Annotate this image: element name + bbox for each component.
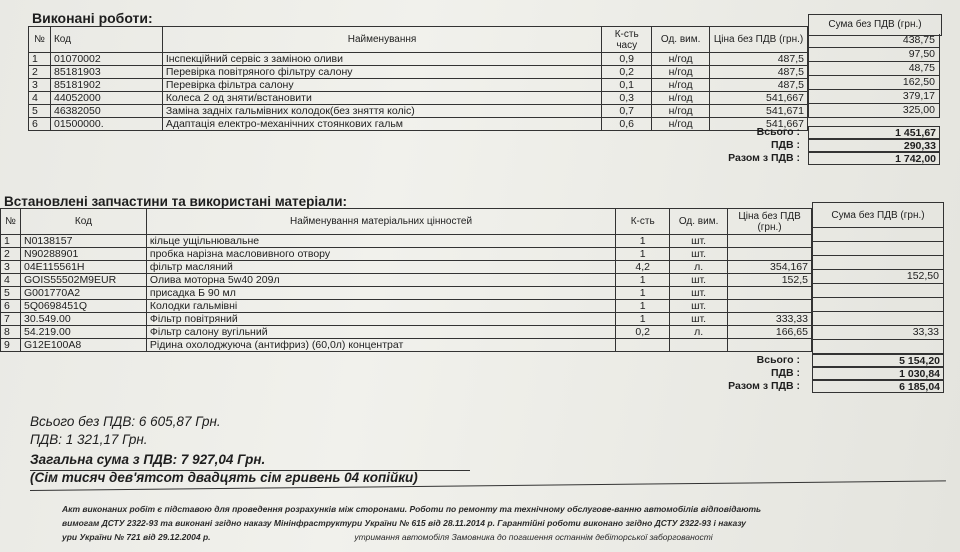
parts-cell-sum bbox=[812, 284, 944, 298]
parts-vat-value: 1 030,84 bbox=[812, 367, 944, 380]
parts-cell-name: Колодки гальмівні bbox=[146, 300, 615, 313]
footer-line-4: утримання автомобіля Замовника до погашення останнім дебіторської заборгованості bbox=[354, 532, 713, 542]
works-cell-no: 6 bbox=[29, 118, 51, 131]
parts-cell-code: 5Q0698451Q bbox=[20, 300, 146, 313]
parts-cell-unit: шт. bbox=[670, 313, 728, 326]
parts-cell-sum bbox=[812, 256, 944, 270]
parts-row bbox=[1, 274, 812, 287]
grand-summary bbox=[30, 414, 418, 485]
parts-col-unit: Од. вим. bbox=[670, 209, 728, 235]
works-cell-unit: н/год bbox=[652, 118, 710, 131]
works-cell-qty: 0,1 bbox=[602, 79, 652, 92]
works-cell-name: Перевірка фільтра салону bbox=[162, 79, 601, 92]
summary-total-with-vat: Загальна сума з ПДВ: 7 927,04 Грн. bbox=[30, 452, 266, 467]
parts-cell-price bbox=[728, 248, 812, 261]
works-cell-unit: н/год bbox=[652, 53, 710, 66]
parts-cell-price bbox=[728, 339, 812, 352]
parts-sum-header: Сума без ПДВ (грн.) bbox=[812, 202, 944, 228]
summary-in-words: (Сім тисяч дев'ятсот двадцять сім гривень 04 копійки) bbox=[30, 470, 418, 485]
works-sum-header: Сума без ПДВ (грн.) bbox=[808, 14, 942, 36]
parts-total-label: Всього : bbox=[756, 354, 800, 366]
works-section-title: Виконані роботи: bbox=[32, 10, 153, 26]
parts-cell-qty bbox=[616, 339, 670, 352]
parts-cell-unit: шт. bbox=[670, 300, 728, 313]
works-col-price: Ціна без ПДВ (грн.) bbox=[710, 27, 808, 53]
parts-cell-price bbox=[728, 235, 812, 248]
parts-cell-no: 8 bbox=[1, 326, 21, 339]
parts-row bbox=[1, 313, 812, 326]
parts-cell-qty: 1 bbox=[616, 235, 670, 248]
works-cell-sum: 325,00 bbox=[808, 104, 940, 118]
parts-cell-no: 7 bbox=[1, 313, 21, 326]
footer-line-1: Акт виконаних робіт є підставою для проведення розрахунків між сторонами. Роботи по ремонту та технічному обслугове-ванню автомобілів відповідають bbox=[62, 504, 762, 514]
parts-cell-qty: 1 bbox=[616, 274, 670, 287]
parts-cell-no: 2 bbox=[1, 248, 21, 261]
works-col-unit: Од. вим. bbox=[652, 27, 710, 53]
works-cell-name: Перевірка повітряного фільтру салону bbox=[162, 66, 601, 79]
parts-cell-unit: шт. bbox=[670, 248, 728, 261]
summary-rule-top bbox=[30, 470, 470, 471]
works-total-label: Всього : bbox=[756, 126, 800, 138]
parts-row bbox=[1, 248, 812, 261]
parts-cell-sum bbox=[812, 228, 944, 242]
parts-cell-name: присадка Б 90 мл bbox=[146, 287, 615, 300]
parts-cell-price: 166,65 bbox=[728, 326, 812, 339]
parts-row bbox=[1, 339, 812, 352]
parts-cell-price bbox=[728, 287, 812, 300]
works-header-row bbox=[29, 27, 808, 53]
works-cell-price: 487,5 bbox=[710, 79, 808, 92]
works-cell-sum: 48,75 bbox=[808, 62, 940, 76]
parts-cell-code: 54.219.00 bbox=[20, 326, 146, 339]
parts-total-with-vat-value: 6 185,04 bbox=[812, 380, 944, 393]
works-col-code: Код bbox=[50, 27, 162, 53]
works-cell-unit: н/год bbox=[652, 92, 710, 105]
parts-col-price: Ціна без ПДВ (грн.) bbox=[728, 209, 812, 235]
works-cell-code: 01500000. bbox=[50, 118, 162, 131]
works-cell-price: 487,5 bbox=[710, 66, 808, 79]
parts-cell-sum bbox=[812, 242, 944, 256]
parts-sum-column bbox=[812, 228, 944, 354]
works-cell-code: 85181902 bbox=[50, 79, 162, 92]
parts-cell-price bbox=[728, 300, 812, 313]
parts-cell-no: 9 bbox=[1, 339, 21, 352]
parts-cell-name: пробка нарізна масловивного отвору bbox=[146, 248, 615, 261]
parts-cell-no: 4 bbox=[1, 274, 21, 287]
parts-section-title: Встановлені запчастини та використані матеріали: bbox=[4, 194, 348, 209]
parts-row bbox=[1, 300, 812, 313]
parts-cell-unit: шт. bbox=[670, 235, 728, 248]
parts-col-code: Код bbox=[20, 209, 146, 235]
parts-cell-unit: шт. bbox=[670, 287, 728, 300]
works-vat-label: ПДВ : bbox=[770, 139, 800, 151]
works-sum-column bbox=[808, 34, 940, 118]
works-cell-unit: н/год bbox=[652, 66, 710, 79]
parts-cell-name: кільце ущільнювальне bbox=[146, 235, 615, 248]
works-cell-name: Адаптація електро-механічних стоянкових гальм bbox=[162, 118, 601, 131]
parts-header-row bbox=[1, 209, 812, 235]
parts-cell-code: 04E115561H bbox=[20, 261, 146, 274]
parts-cell-unit: л. bbox=[670, 326, 728, 339]
parts-cell-price: 354,167 bbox=[728, 261, 812, 274]
works-row bbox=[29, 105, 808, 118]
works-cell-unit: н/год bbox=[652, 105, 710, 118]
parts-cell-sum: 152,50 bbox=[812, 270, 944, 284]
works-total-value: 1 451,67 bbox=[808, 126, 940, 139]
works-cell-qty: 0,2 bbox=[602, 66, 652, 79]
works-cell-unit: н/год bbox=[652, 79, 710, 92]
parts-cell-name: Фільтр повітряний bbox=[146, 313, 615, 326]
works-total-with-vat-label: Разом з ПДВ : bbox=[728, 152, 800, 164]
parts-cell-price: 152,5 bbox=[728, 274, 812, 287]
parts-cell-no: 6 bbox=[1, 300, 21, 313]
parts-col-name: Найменування матеріальних цінностей bbox=[146, 209, 615, 235]
works-cell-no: 1 bbox=[29, 53, 51, 66]
works-cell-sum: 379,17 bbox=[808, 90, 940, 104]
works-cell-price: 541,671 bbox=[710, 105, 808, 118]
footer-notes bbox=[62, 502, 942, 544]
works-cell-code: 46382050 bbox=[50, 105, 162, 118]
works-row bbox=[29, 66, 808, 79]
works-cell-name: Колеса 2 од зняти/встановити bbox=[162, 92, 601, 105]
works-cell-sum: 162,50 bbox=[808, 76, 940, 90]
parts-row bbox=[1, 287, 812, 300]
summary-total-no-vat: Всього без ПДВ: 6 605,87 Грн. bbox=[30, 414, 221, 429]
parts-row bbox=[1, 261, 812, 274]
parts-cell-code: N90288901 bbox=[20, 248, 146, 261]
footer-line-3: ури України № 721 від 29.12.2004 р. bbox=[62, 532, 211, 542]
works-cell-no: 2 bbox=[29, 66, 51, 79]
parts-cell-qty: 1 bbox=[616, 248, 670, 261]
works-vat-value: 290,33 bbox=[808, 139, 940, 152]
works-row bbox=[29, 79, 808, 92]
parts-cell-sum bbox=[812, 312, 944, 326]
works-cell-price: 487,5 bbox=[710, 53, 808, 66]
parts-cell-name: Рідина охолоджуюча (антифриз) (60,0л) концентрат bbox=[146, 339, 615, 352]
works-cell-no: 4 bbox=[29, 92, 51, 105]
parts-cell-code: N0138157 bbox=[20, 235, 146, 248]
parts-cell-price: 333,33 bbox=[728, 313, 812, 326]
works-row bbox=[29, 53, 808, 66]
parts-cell-no: 1 bbox=[1, 235, 21, 248]
works-cell-no: 3 bbox=[29, 79, 51, 92]
works-cell-qty: 0,6 bbox=[602, 118, 652, 131]
parts-cell-code: G12E100A8 bbox=[20, 339, 146, 352]
works-row bbox=[29, 92, 808, 105]
parts-cell-no: 3 bbox=[1, 261, 21, 274]
parts-cell-sum bbox=[812, 298, 944, 312]
works-col-name: Найменування bbox=[162, 27, 601, 53]
parts-total-value: 5 154,20 bbox=[812, 354, 944, 367]
works-cell-price: 541,667 bbox=[710, 118, 808, 131]
parts-cell-no: 5 bbox=[1, 287, 21, 300]
summary-vat: ПДВ: 1 321,17 Грн. bbox=[30, 432, 148, 447]
parts-row bbox=[1, 326, 812, 339]
parts-cell-sum bbox=[812, 340, 944, 354]
works-cell-qty: 0,9 bbox=[602, 53, 652, 66]
works-cell-sum: 438,75 bbox=[808, 34, 940, 48]
works-cell-no: 5 bbox=[29, 105, 51, 118]
works-table bbox=[28, 26, 808, 131]
works-cell-sum: 97,50 bbox=[808, 48, 940, 62]
parts-cell-code: G001770A2 bbox=[20, 287, 146, 300]
works-col-no: № bbox=[29, 27, 51, 53]
parts-cell-code: GOIS55502M9EUR bbox=[20, 274, 146, 287]
works-cell-price: 541,667 bbox=[710, 92, 808, 105]
works-cell-qty: 0,7 bbox=[602, 105, 652, 118]
works-cell-code: 44052000 bbox=[50, 92, 162, 105]
parts-cell-qty: 1 bbox=[616, 313, 670, 326]
parts-col-qty: К-сть bbox=[616, 209, 670, 235]
parts-cell-unit: шт. bbox=[670, 274, 728, 287]
parts-cell-qty: 1 bbox=[616, 300, 670, 313]
parts-cell-qty: 4,2 bbox=[616, 261, 670, 274]
parts-cell-code: 30.549.00 bbox=[20, 313, 146, 326]
works-cell-name: Інспекційний сервіс з заміною оливи bbox=[162, 53, 601, 66]
footer-line-2: вимогам ДСТУ 2322-93 та виконані згідно наказу Мінінфраструктури України № 615 від 28.11.2014 р. Гарантійні роботи виконано згідно ДСТУ 2322-93 і наказу bbox=[62, 518, 746, 528]
parts-cell-name: фільтр масляний bbox=[146, 261, 615, 274]
works-col-qty: К-сть часу bbox=[602, 27, 652, 53]
parts-cell-name: Олива моторна 5w40 209л bbox=[146, 274, 615, 287]
parts-vat-label: ПДВ : bbox=[770, 367, 800, 379]
works-cell-name: Заміна задніх гальмівних колодок(без зняття колiс) bbox=[162, 105, 601, 118]
parts-cell-qty: 1 bbox=[616, 287, 670, 300]
parts-cell-unit: л. bbox=[670, 261, 728, 274]
parts-cell-qty: 0,2 bbox=[616, 326, 670, 339]
parts-cell-name: Фільтр салону вугільний bbox=[146, 326, 615, 339]
parts-cell-sum: 33,33 bbox=[812, 326, 944, 340]
parts-cell-unit bbox=[670, 339, 728, 352]
works-total-with-vat-value: 1 742,00 bbox=[808, 152, 940, 165]
works-cell-qty: 0,3 bbox=[602, 92, 652, 105]
parts-row bbox=[1, 235, 812, 248]
works-cell-code: 85181903 bbox=[50, 66, 162, 79]
parts-col-no: № bbox=[1, 209, 21, 235]
parts-total-with-vat-label: Разом з ПДВ : bbox=[728, 380, 800, 392]
works-cell-code: 01070002 bbox=[50, 53, 162, 66]
parts-table bbox=[0, 208, 812, 352]
